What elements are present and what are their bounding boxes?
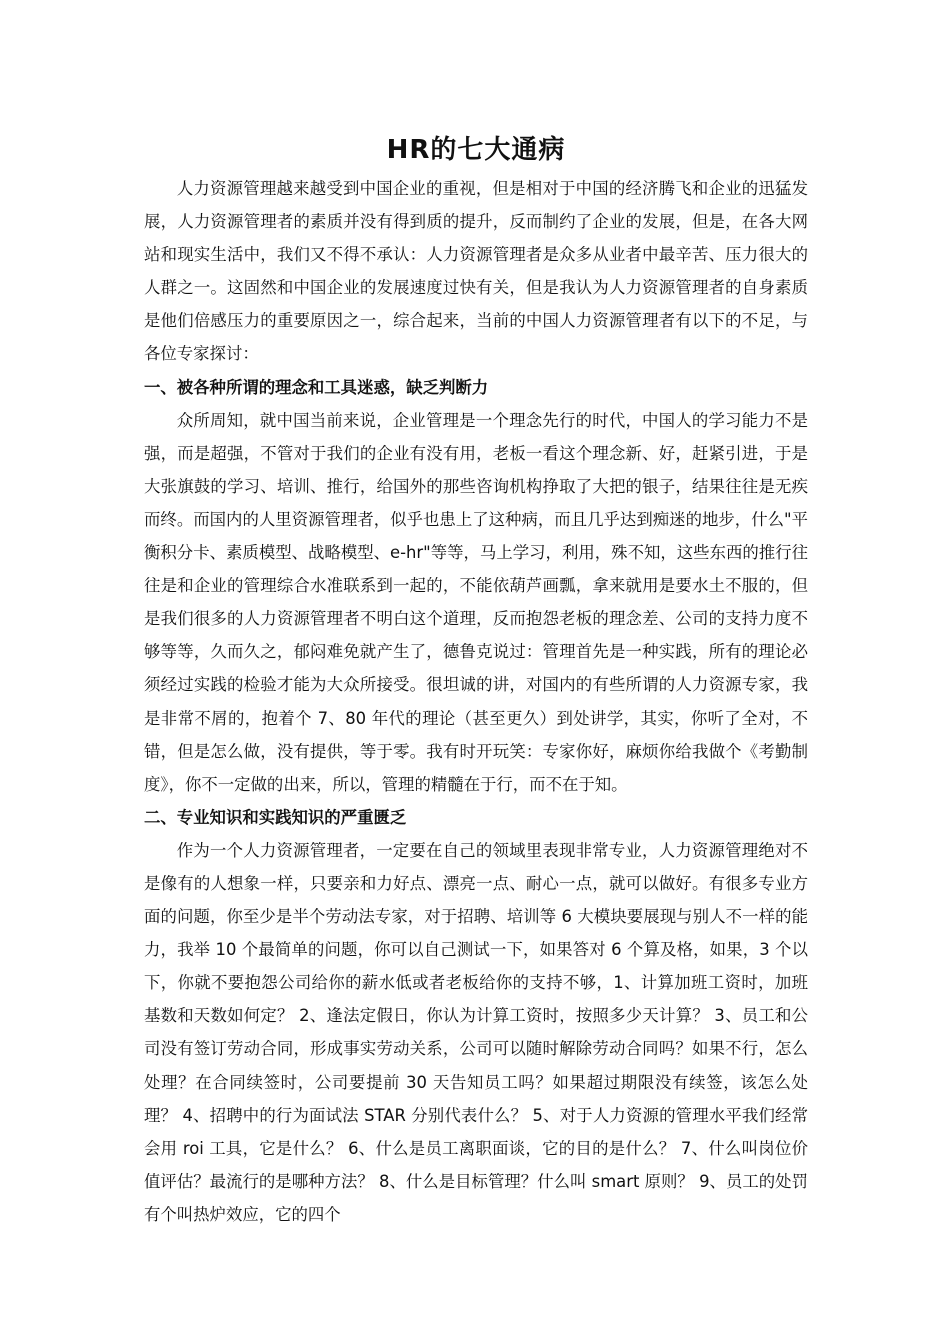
- section-2-paragraph: 作为一个人力资源管理者，一定要在自己的领域里表现非常专业，人力资源管理绝对不是像有的人想象一样，只要亲和力好点、漂亮一点、耐心一点，就可以做好。有很多专业方面的问题，你至少是半个劳动法专家，对于招聘、培训等 6 大模块要展现与别人不一样的能力，我举 10 个最简单的问题，你可以自己测试一下，如果答对 6 个算及格，如果，3 个以下，你就不要抱怨公司给你的薪水低或者老板给你的支持不够，1、计算加班工资时，加班基数和天数如何定？ 2、逢法定假日，你认为计算工资时，按照多少天计算？ 3、员工和公司没有签订劳动合同，形成事实劳动关系，公司可以随时解除劳动合同吗？如果不行，怎么处理？在合同续签时，公司要提前 30 天告知员工吗？如果超过期限没有续签，该怎么处理？ 4、招聘中的行为面试法 STAR 分别代表什么？ 5、对于人力资源的管理水平我们经常会用 roi 工具，它是什么？ 6、什么是员工离职面谈，它的目的是什么？ 7、什么叫岗位价值评估？最流行的是哪种方法？ 8、什么是目标管理？什么叫 smart 原则？ 9、员工的处罚有个叫热炉效应，它的四个: [144, 840, 808, 1224]
- document-page: [144, 128, 808, 1231]
- document-title: HR的七大通病: [386, 135, 566, 165]
- section-heading-2: 二、专业知识和实践知识的严重匮乏: [144, 807, 407, 827]
- intro-paragraph: 人力资源管理越来越受到中国企业的重视，但是相对于中国的经济腾飞和企业的迅猛发展，人力资源管理者的素质并没有得到质的提升，反而制约了企业的发展，但是，在各大网站和现实生活中，我们又不得不承认：人力资源管理者是众多从业者中最辛苦、压力很大的人群之一。这固然和中国企业的发展速度过快有关，但是我认为人力资源管理者的自身素质是他们倍感压力的重要原因之一，综合起来，当前的中国人力资源管理者有以下的不足，与各位专家探讨：: [144, 179, 808, 364]
- section-heading-1: 一、被各种所谓的理念和工具迷惑，缺乏判断力: [144, 377, 489, 397]
- section-1-paragraph: 众所周知，就中国当前来说，企业管理是一个理念先行的时代，中国人的学习能力不是强，而是超强，不管对于我们的企业有没有用，老板一看这个理念新、好，赶紧引进，于是大张旗鼓的学习、培训、推行，给国外的那些咨询机构挣取了大把的银子，结果往往是无疾而终。而国内的人里资源管理者，似乎也患上了这种病，而且几乎达到痴迷的地步，什么"平衡积分卡、素质模型、战略模型、e-hr"等等，马上学习，利用，殊不知，这些东西的推行往往是和企业的管理综合水准联系到一起的，不能依葫芦画瓢，拿来就用是要水土不服的，但是我们很多的人力资源管理者不明白这个道理，反而抱怨老板的理念差、公司的支持力度不够等等，久而久之，郁闷难免就产生了，德鲁克说过：管理首先是一种实践，所有的理论必须经过实践的检验才能为大众所接受。很坦诚的讲，对国内的有些所谓的人力资源专家，我是非常不屑的，抱着个 7、80 年代的理论（甚至更久）到处讲学，其实，你听了全对，不错，但是怎么做，没有提供，等于零。我有时开玩笑：专家你好，麻烦你给我做个《考勤制度》，你不一定做的出来，所以，管理的精髓在于行，而不在于知。: [144, 410, 808, 794]
